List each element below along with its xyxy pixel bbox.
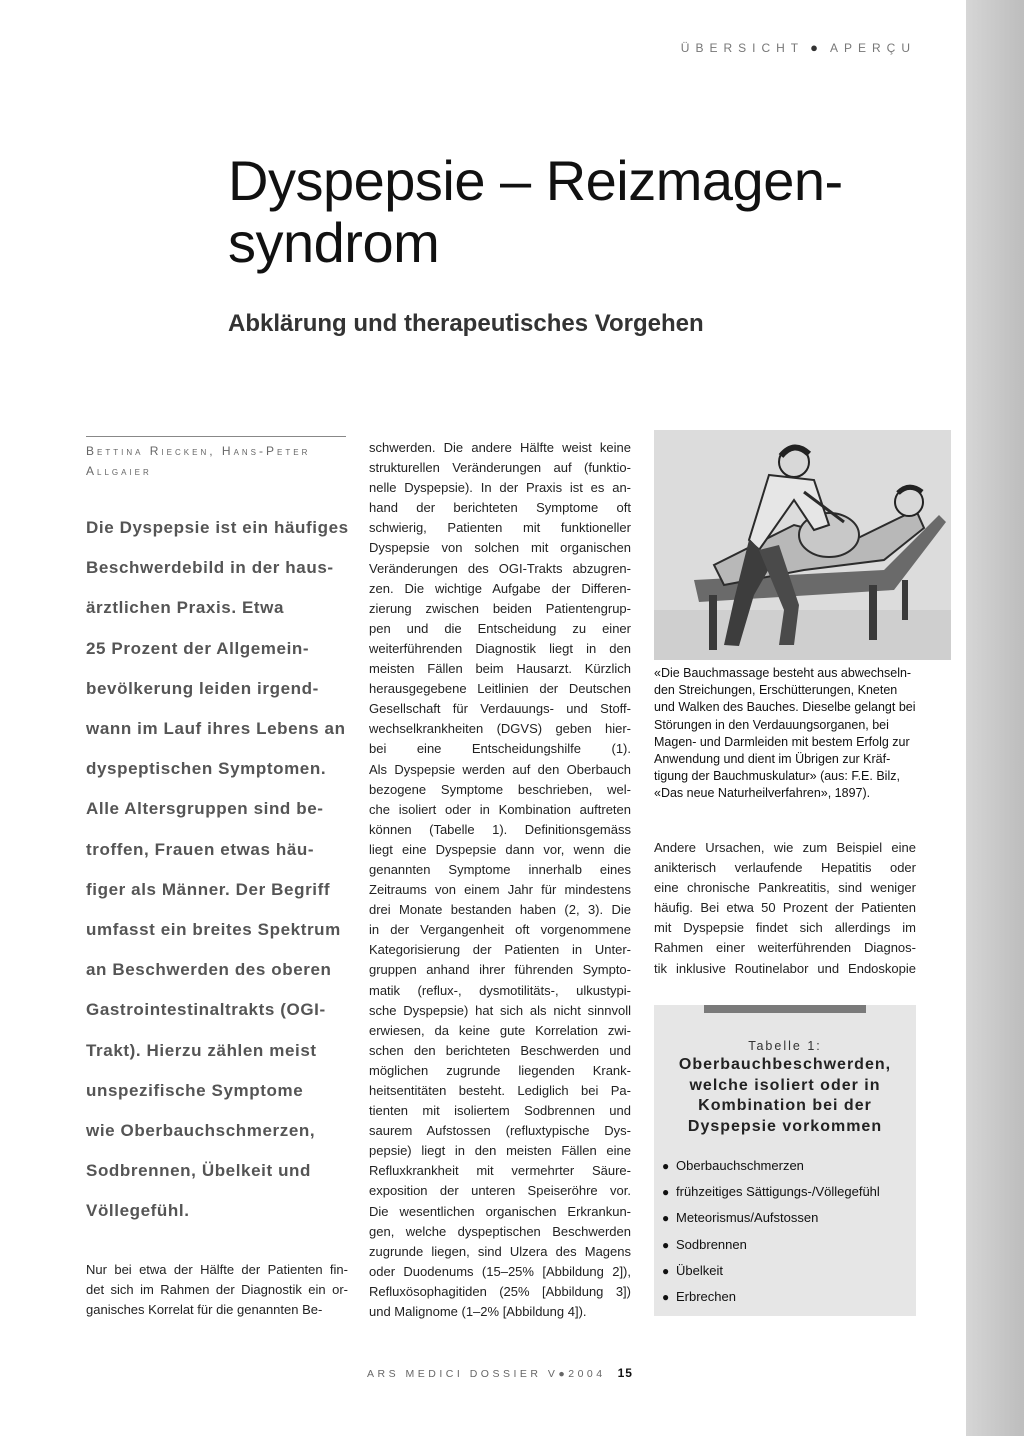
page-number: 15 <box>617 1366 633 1380</box>
lead-line: wann im Lauf ihres Lebens an <box>86 719 346 739</box>
body-line: gen, welche dyspeptischen Beschwerden <box>369 1223 631 1239</box>
bullet-icon: ● <box>662 1159 670 1173</box>
lead-line: Beschwerdebild in der haus- <box>86 558 334 578</box>
body-line: mit Dyspepsie findet sich allerdings im <box>654 920 916 936</box>
body-line: Kategorisierung der Patienten in Unter- <box>369 942 631 958</box>
section-label-fr: APERÇU <box>829 41 916 55</box>
body-line: in der Vergangenheit oft vorgenommene <box>369 922 631 938</box>
intro-line: Nur bei etwa der Hälfte der Patienten fin- <box>86 1262 348 1277</box>
author-line: Bettina Riecken, Hans-Peter <box>86 444 311 458</box>
table-title-line: Oberbauchbeschwerden, <box>678 1056 892 1073</box>
body-line: pen und die Entscheidung zu einer <box>369 620 631 636</box>
article-title <box>228 150 928 274</box>
lead-line: wie Oberbauchschmerzen, <box>86 1121 316 1141</box>
table-symptom-list <box>662 1153 880 1310</box>
body-line: Dyspepsie von solchen mit organischen <box>369 540 631 556</box>
author-line: Allgaier <box>86 464 152 478</box>
body-line: schwierig, Patienten mit funktioneller <box>369 520 631 536</box>
body-line: Andere Ursachen, wie zum Beispiel eine <box>654 840 916 855</box>
author-byline <box>86 436 346 481</box>
body-line: meisten Fällen beim Hausarzt. Kürzlich <box>369 661 631 677</box>
body-line: herausgegebene Leitlinien der Deutschen <box>369 681 631 697</box>
table-list-item <box>662 1179 880 1205</box>
intro-line: det sich im Rahmen der Diagnostik ein or- <box>86 1282 348 1298</box>
bullet-icon: ● <box>662 1237 670 1252</box>
body-line: Refluxkrankheit mit vermehrter Säure- <box>369 1163 631 1179</box>
body-line: Gesellschaft für Verdauungs- und Stoff- <box>369 701 631 717</box>
caption-line: und Walken des Bauches. Dieselbe gelangt bei <box>654 700 916 715</box>
lead-line: figer als Männer. Der Begriff <box>86 879 331 899</box>
body-line: zierung zwischen beiden Patientengrup- <box>369 600 631 616</box>
body-line: Veränderungen des OGI-Trakts abzugren- <box>369 560 631 576</box>
body-line: zen. Die wichtige Aufgabe der Differen- <box>369 580 631 596</box>
journal-name: ARS MEDICI DOSSIER V●2004 <box>367 1368 606 1380</box>
body-line: schwerden. Die andere Hälfte weist keine <box>369 440 631 455</box>
body-line: matik (reflux-, dysmotilitäts-, ulkustypi- <box>369 982 631 998</box>
historical-illustration <box>654 430 951 660</box>
bullet-icon: ● <box>662 1185 670 1200</box>
body-line: liegt eine Dyspepsie dann vor, wenn die <box>369 841 631 857</box>
body-line: wechselkrankheiten (DGVS) geben hier- <box>369 721 631 737</box>
lead-line: Die Dyspepsie ist ein häufiges <box>86 518 349 537</box>
bullet-icon: ● <box>662 1289 670 1304</box>
body-line: bei eine Entscheidungshilfe (1). <box>369 741 631 757</box>
table-top-bar <box>704 1005 866 1013</box>
body-line: zugrunde liegen, sind Ulzera des Magens <box>369 1243 631 1259</box>
lead-line: an Beschwerden des oberen <box>86 960 332 980</box>
table-item-text: Oberbauchschmerzen <box>676 1158 804 1173</box>
table-list-item <box>662 1232 880 1258</box>
caption-line: Störungen in den Verdauungsorganen, bei <box>654 717 889 732</box>
table-1-box <box>654 1005 916 1316</box>
body-line: häufig. Bei etwa 50 Prozent der Patienten <box>654 900 916 916</box>
body-line: Refluxösophagitiden (25% [Abbildung 3]) <box>369 1283 631 1299</box>
body-line: nelle Dyspepsie). In der Praxis ist es an- <box>369 480 631 496</box>
body-line: oder Duodenums (15–25% [Abbildung 2]), <box>369 1263 631 1279</box>
table-item-text: Sodbrennen <box>676 1236 747 1252</box>
body-line: weiterführenden Diagnostik liegt in den <box>369 640 631 656</box>
body-line: strukturellen Veränderungen auf (funktio- <box>369 460 631 476</box>
body-line: und Malignome (1–2% [Abbildung 4]). <box>369 1304 587 1320</box>
table-list-item <box>662 1153 880 1179</box>
caption-line: den Streichungen, Erschütterungen, Kneten <box>654 683 898 698</box>
body-line: eine chronische Pankreatitis, sind weniger <box>654 880 916 896</box>
table-title-line: Kombination bei der <box>698 1097 872 1114</box>
table-title-line: Dyspepsie vorkommen <box>687 1117 883 1135</box>
caption-line: «Die Bauchmassage besteht aus abwechseln- <box>654 666 912 680</box>
lead-line: Sodbrennen, Übelkeit und <box>86 1161 312 1181</box>
table-title-line: welche isoliert oder in <box>689 1076 881 1094</box>
body-line: erwiesen, da keine gute Korrelation zwi- <box>369 1022 631 1038</box>
body-line: Die wesentlichen organischen Erkrankun- <box>369 1203 631 1219</box>
bullet-icon: ● <box>662 1211 670 1226</box>
table-item-text: Meteorismus/Aufstossen <box>676 1210 819 1226</box>
body-line: möglichen zugrunde liegenden Krank- <box>369 1062 631 1078</box>
body-line: Zeitraums von einem Jahr für mindestens <box>369 882 631 898</box>
body-line: bezogene Symptome beschrieben, wel- <box>369 781 631 797</box>
table-item-text: Erbrechen <box>676 1288 736 1304</box>
body-line: saurem Aufstossen (refluxtypische Dys- <box>369 1123 631 1139</box>
body-line: che isoliert oder in Kombination auftreten <box>369 801 631 817</box>
body-column-right <box>654 838 916 979</box>
page-footer <box>0 1366 1000 1380</box>
lead-line: umfasst ein breites Spektrum <box>86 920 341 940</box>
lead-line: dyspeptischen Symptomen. <box>86 759 327 779</box>
body-line: heitsentitäten besteht. Lediglich bei Pa- <box>369 1083 631 1098</box>
body-line: gruppen anhand ihrer führenden Sympto- <box>369 962 631 978</box>
body-line: sche Dyspepsie) hat sich als nicht sinnvoll <box>369 1002 631 1018</box>
body-line: Als Dyspepsie werden auf den Oberbauch <box>369 761 631 777</box>
lead-line: troffen, Frauen etwas häu- <box>86 839 315 859</box>
table-title <box>654 1055 916 1137</box>
lead-paragraph <box>86 508 356 1232</box>
table-item-text: Übelkeit <box>676 1262 723 1278</box>
body-line: exposition der unteren Speiseröhre vor. <box>369 1183 631 1199</box>
body-line: anikterisch verlaufende Hepatitis oder <box>654 860 916 876</box>
lead-line: ärztlichen Praxis. Etwa <box>86 598 285 618</box>
body-column-middle <box>369 438 631 1322</box>
page-edge-tab <box>966 0 1024 1436</box>
body-line: tienten mit isoliertem Sodbrennen und <box>369 1103 631 1119</box>
lead-line: Trakt). Hierzu zählen meist <box>86 1040 317 1060</box>
lead-line: Gastrointestinaltrakts (OGI- <box>86 1000 326 1020</box>
figure-caption <box>654 665 954 803</box>
caption-line: tigung der Bauchmuskulatur» (aus: F.E. Bilz, <box>654 769 900 784</box>
intro-paragraph <box>86 1260 348 1320</box>
title-line-1: Dyspepsie – Reizmagen- <box>228 149 843 212</box>
section-label-de: ÜBERSICHT <box>680 41 805 55</box>
caption-line: «Das neue Naturheilverfahren», 1897). <box>654 786 871 801</box>
table-list-item <box>662 1284 880 1310</box>
body-line: hand der berichteten Symptome oft <box>369 500 631 516</box>
body-line: drei Monate bestanden haben (2, 3). Die <box>369 902 631 918</box>
lead-line: unspezifische Symptome <box>86 1080 304 1100</box>
lead-line: Alle Altersgruppen sind be- <box>86 799 324 819</box>
article-subtitle: Abklärung und therapeutisches Vorgehen <box>228 310 704 337</box>
bullet-icon: ● <box>662 1263 670 1278</box>
lead-line: Völlegefühl. <box>86 1201 190 1221</box>
section-header <box>681 40 916 55</box>
table-label: Tabelle 1: <box>748 1039 822 1053</box>
body-line: genannten Symptome innerhalb eines <box>369 861 631 877</box>
intro-line: ganisches Korrelat für die genannten Be- <box>86 1302 323 1318</box>
body-line: schen den berichteten Beschwerden und <box>369 1042 631 1058</box>
body-line: können (Tabelle 1). Definitionsgemäss <box>369 821 631 837</box>
section-separator: ● <box>810 40 824 55</box>
lead-line: 25 Prozent der Allgemein- <box>86 638 310 658</box>
table-list-item <box>662 1258 880 1284</box>
lead-line: bevölkerung leiden irgend- <box>86 678 319 698</box>
table-item-text: frühzeitiges Sättigungs-/Völlegefühl <box>676 1184 880 1200</box>
table-list-item <box>662 1205 880 1231</box>
title-line-2: syndrom <box>228 211 440 274</box>
caption-line: Magen- und Darmleiden mit bestem Erfolg zur <box>654 734 910 749</box>
body-line: pepsie) liegt in den meisten Fällen eine <box>369 1143 631 1159</box>
caption-line: Anwendung und dient im Übrigen zur Kräf- <box>654 752 891 767</box>
bauchmassage-engraving <box>654 430 951 660</box>
body-line: tik inklusive Routinelabor und Endoskopie <box>654 960 916 976</box>
body-line: Rahmen einer weiterführenden Diagnos- <box>654 940 916 956</box>
